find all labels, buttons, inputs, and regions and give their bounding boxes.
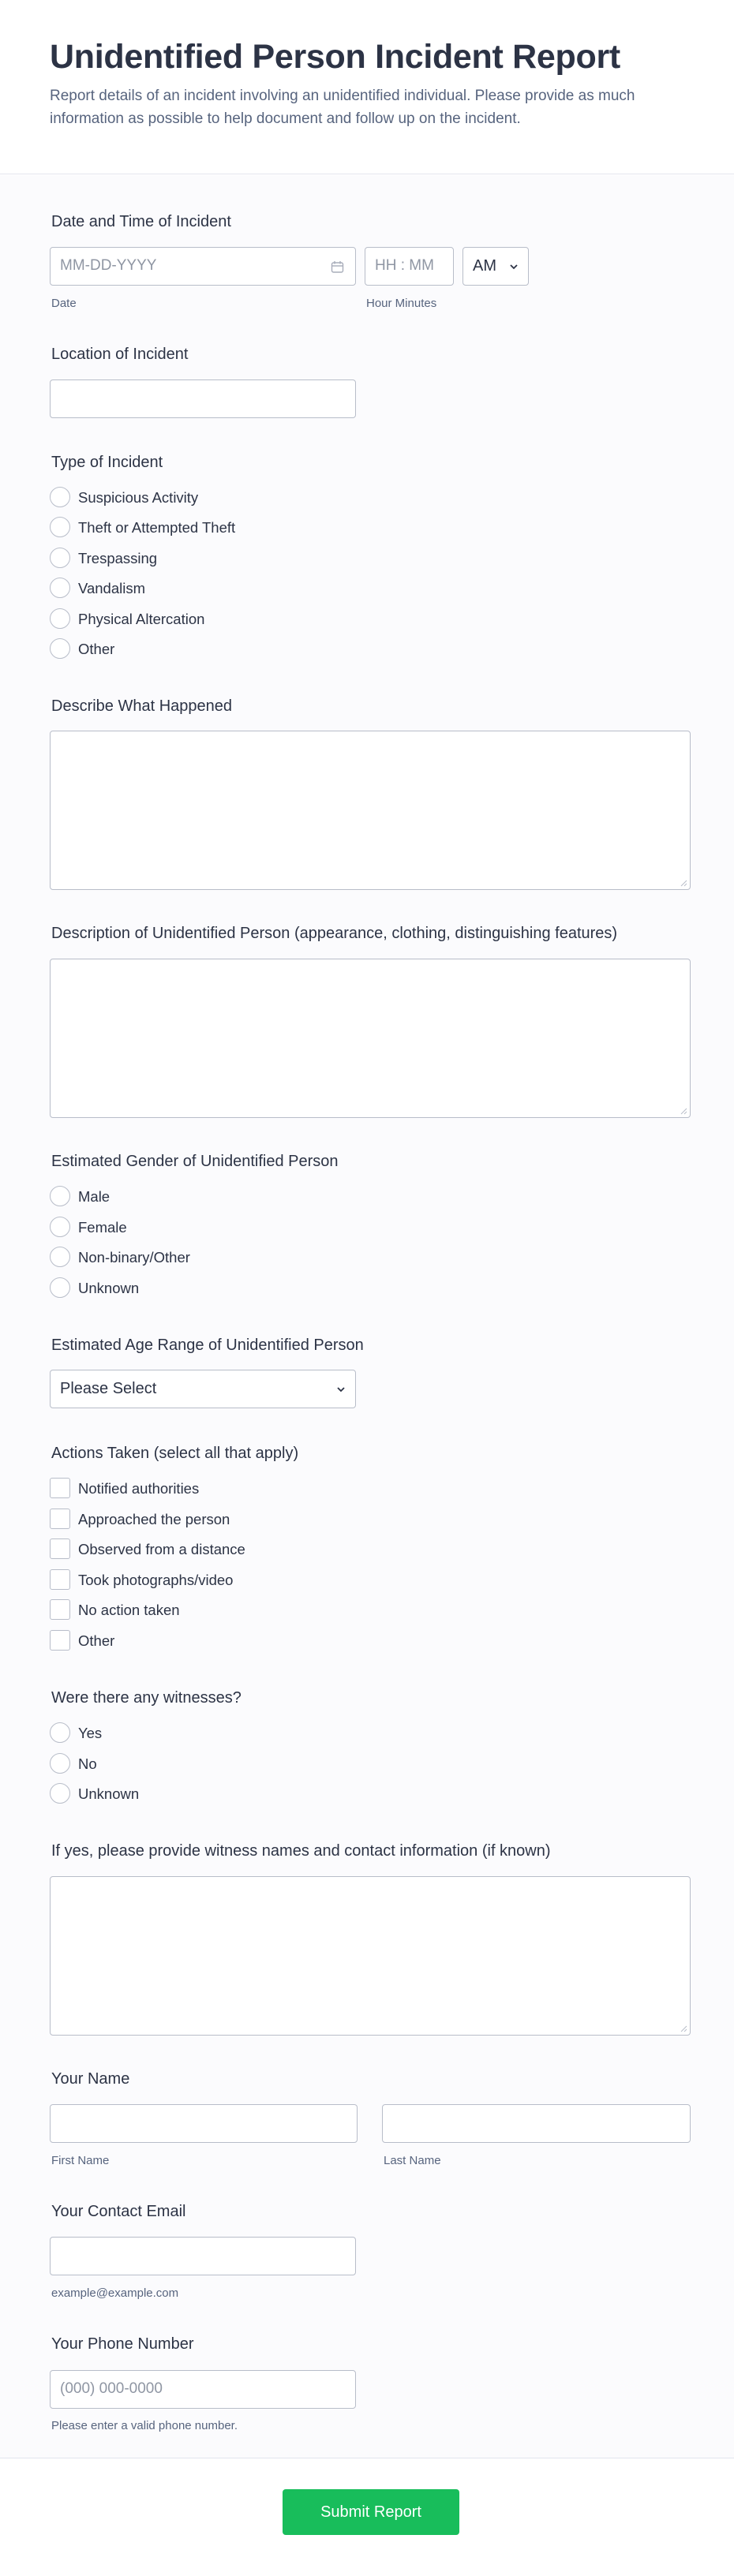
describe-textarea[interactable] [50, 731, 691, 890]
option-label: Observed from a distance [78, 1541, 245, 1557]
option-label: Vandalism [78, 580, 146, 596]
option-label: Suspicious Activity [78, 489, 199, 506]
time-input[interactable] [365, 247, 454, 286]
resize-grip-icon[interactable] [680, 2025, 687, 2032]
option-label: Other [78, 1632, 115, 1649]
phone-input[interactable] [50, 2370, 356, 2409]
name-label: Your Name [51, 2070, 130, 2088]
option-label: No action taken [78, 1602, 180, 1618]
last-name-sublabel: Last Name [384, 2154, 441, 2167]
date-input[interactable] [50, 247, 356, 286]
witness-info-textarea[interactable] [50, 1876, 691, 2036]
page-subtitle: Report details of an incident involving an unidentified individual. Please provide as much information as possible to help document and follow up on the incident. [50, 88, 635, 127]
chevron-down-icon [509, 263, 519, 271]
radio-button[interactable] [50, 1783, 70, 1804]
chevron-down-icon [336, 1385, 346, 1393]
submit-button[interactable]: Submit Report [283, 2489, 459, 2535]
age-label: Estimated Age Range of Unidentified Person [51, 1337, 364, 1354]
radio-button[interactable] [50, 608, 70, 629]
radio-button[interactable] [50, 1753, 70, 1774]
email-label: Your Contact Email [51, 2203, 186, 2220]
radio-button[interactable] [50, 1217, 70, 1237]
person-description-label: Description of Unidentified Person (appearance, clothing, distinguishing features) [51, 925, 618, 942]
option-label: Theft or Attempted Theft [78, 519, 236, 536]
time-placeholder: HH : MM [375, 257, 434, 274]
calendar-icon[interactable] [331, 260, 344, 274]
option-label: No [78, 1755, 97, 1772]
checkbox[interactable] [50, 1630, 70, 1651]
phone-placeholder: (000) 000-0000 [60, 2380, 163, 2397]
option-label: Took photographs/video [78, 1572, 234, 1588]
checkbox[interactable] [50, 1569, 70, 1590]
option-label: Unknown [78, 1785, 140, 1802]
option-label: Yes [78, 1725, 103, 1741]
option-label: Notified authorities [78, 1480, 200, 1497]
radio-button[interactable] [50, 548, 70, 568]
first-name-sublabel: First Name [51, 2154, 110, 2167]
phone-sublabel: Please enter a valid phone number. [51, 2419, 238, 2432]
age-select-value: Please Select [60, 1380, 157, 1397]
datetime-label: Date and Time of Incident [51, 213, 231, 230]
actions-label: Actions Taken (select all that apply) [51, 1445, 299, 1462]
radio-button[interactable] [50, 517, 70, 537]
resize-grip-icon[interactable] [680, 879, 687, 887]
gender-label: Estimated Gender of Unidentified Person [51, 1153, 339, 1170]
checkbox[interactable] [50, 1478, 70, 1498]
witness-info-label: If yes, please provide witness names and contact information (if known) [51, 1842, 551, 1860]
checkbox[interactable] [50, 1538, 70, 1559]
checkbox[interactable] [50, 1599, 70, 1620]
location-input[interactable] [50, 379, 356, 418]
date-placeholder: MM-DD-YYYY [60, 257, 157, 274]
radio-button[interactable] [50, 638, 70, 659]
time-sublabel: Hour Minutes [366, 297, 437, 310]
email-sublabel: example@example.com [51, 2286, 179, 2300]
page-title: Unidentified Person Incident Report [50, 38, 620, 76]
resize-grip-icon[interactable] [680, 1107, 687, 1115]
location-label: Location of Incident [51, 346, 189, 363]
person-description-textarea[interactable] [50, 959, 691, 1118]
email-input[interactable] [50, 2237, 356, 2275]
last-name-input[interactable] [382, 2104, 691, 2143]
date-sublabel: Date [51, 297, 77, 310]
phone-label: Your Phone Number [51, 2335, 194, 2353]
describe-label: Describe What Happened [51, 697, 233, 715]
radio-button[interactable] [50, 578, 70, 598]
option-label: Other [78, 641, 115, 657]
option-label: Male [78, 1188, 110, 1205]
radio-button[interactable] [50, 1247, 70, 1267]
option-label: Approached the person [78, 1511, 230, 1527]
incident-type-label: Type of Incident [51, 454, 163, 471]
witnesses-label: Were there any witnesses? [51, 1689, 242, 1707]
radio-button[interactable] [50, 1722, 70, 1743]
form-header [0, 0, 734, 174]
option-label: Trespassing [78, 550, 158, 566]
option-label: Female [78, 1219, 127, 1236]
age-select[interactable] [50, 1370, 356, 1408]
radio-button[interactable] [50, 487, 70, 507]
option-label: Physical Altercation [78, 611, 205, 627]
radio-button[interactable] [50, 1277, 70, 1298]
ampm-select[interactable] [462, 247, 529, 286]
radio-button[interactable] [50, 1186, 70, 1206]
checkbox[interactable] [50, 1509, 70, 1529]
ampm-value: AM [473, 257, 496, 275]
option-label: Non-binary/Other [78, 1249, 190, 1266]
option-label: Unknown [78, 1280, 140, 1296]
first-name-input[interactable] [50, 2104, 358, 2143]
